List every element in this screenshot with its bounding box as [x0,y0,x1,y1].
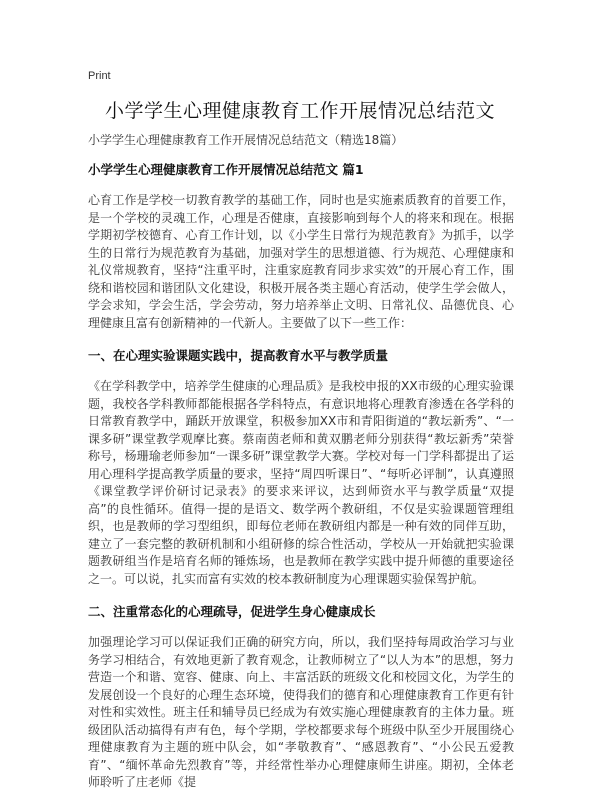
subsection-heading-two: 二、注重常态化的心理疏导，促进学生身心健康成长 [88,604,376,619]
document-subtitle: 小学学生心理健康教育工作开展情况总结范文（精选18篇） [88,133,404,147]
paragraph-two: 加强理论学习可以保证我们正确的研究方向，所以，我们坚持每周政治学习与业务学习相结合，有效地更新了教育观念，让教师树立了“以人为本”的思想，努力营造一个和谐、宽容、健康、向上、丰富活跃的班级文化和校园文化，为学生的发展创设一个良好的心理生态环境，使得我们的德育和心理健康教育工作更有针对性和实效性。班主任和辅导员已经成为有效实施心理健康教育的主体力量。班级团队活动搞得有声有色，每个学期，学校都要求每个班级中队至少开展围绕心理健康教育为主题的班中队会，如“孝敬教育”、“感恩教育”、“小公民五爱教育”、“缅怀革命先烈教育”等，并经常性举办心理健康师生讲座。期初，全体老师聆听了庄老师《提 [88,635,514,789]
document-title: 小学学生心理健康教育工作开展情况总结范文 [104,100,495,122]
print-link[interactable]: Print [88,70,111,82]
section-heading: 小学学生心理健康教育工作开展情况总结范文 篇1 [88,162,364,177]
subsection-heading-one: 一、在心理实验课题实践中，提高教育水平与教学质量 [88,348,389,363]
paragraph-one: 《在学科教学中，培养学生健康的心理品质》是我校申报的XX市级的心理实验课题，我校各学科教师都能根据各学科特点，有意识地将心理教育渗透在各学科的日常教育教学中，踊跃开放课堂，积极参加XX市和青阳街道的“教坛新秀”、“一课多研”课堂教学观摩比赛。蔡南茵老师和黄双鹏老师分别获得“教坛新秀”荣誉称号，杨珊瑜老师参加“一课多研”课堂教学大赛。学校对每一门学科都提出了运用心理科学提高教学质量的要求，坚持“周四听课日”、“每听必评制”，认真遵照《课堂教学评价研讨记录表》的要求来评议，达到师资水平与教学质量“双提高”的良性循环。值得一提的是语文、数学两个教研组，不仅是实验课题管理组织，也是教师的学习型组织，即每位老师在教研组内都是一种有效的同伴互助，建立了一套完整的教研机制和小组研修的综合性活动，学校从一开始就把实验课题教研组当作是培育名师的锤炼场，也是教师在教学实践中提升师德的重要途径之一。可以说，扎实而富有实效的校本教研制度为心理课题实验保驾护航。 [88,379,514,586]
document-content [88,160,514,792]
intro-paragraph: 心育工作是学校一切教育教学的基础工作，同时也是实施素质教育的首要工作，是一个学校的灵魂工作，心理是否健康，直接影响到每个人的将来和现在。根据学期初学校德育、心育工作计划，以《小学生日常行为规范教育》为抓手，以学生的日常行为规范教育为基础，加强对学生的思想道德、行为规范、心理健康和礼仪常规教育，坚持“注重平时，注重家庭教育同步求实效”的开展心育工作，围绕和谐校园和谐团队文化建设，积极开展各类主题心育活动，使学生学会做人，学会求知，学会生活，学会劳动，努力培养举止文明、日常礼仪、品德优良、心理健康且富有创新精神的一代新人。主要做了以下一些工作： [88,193,514,330]
